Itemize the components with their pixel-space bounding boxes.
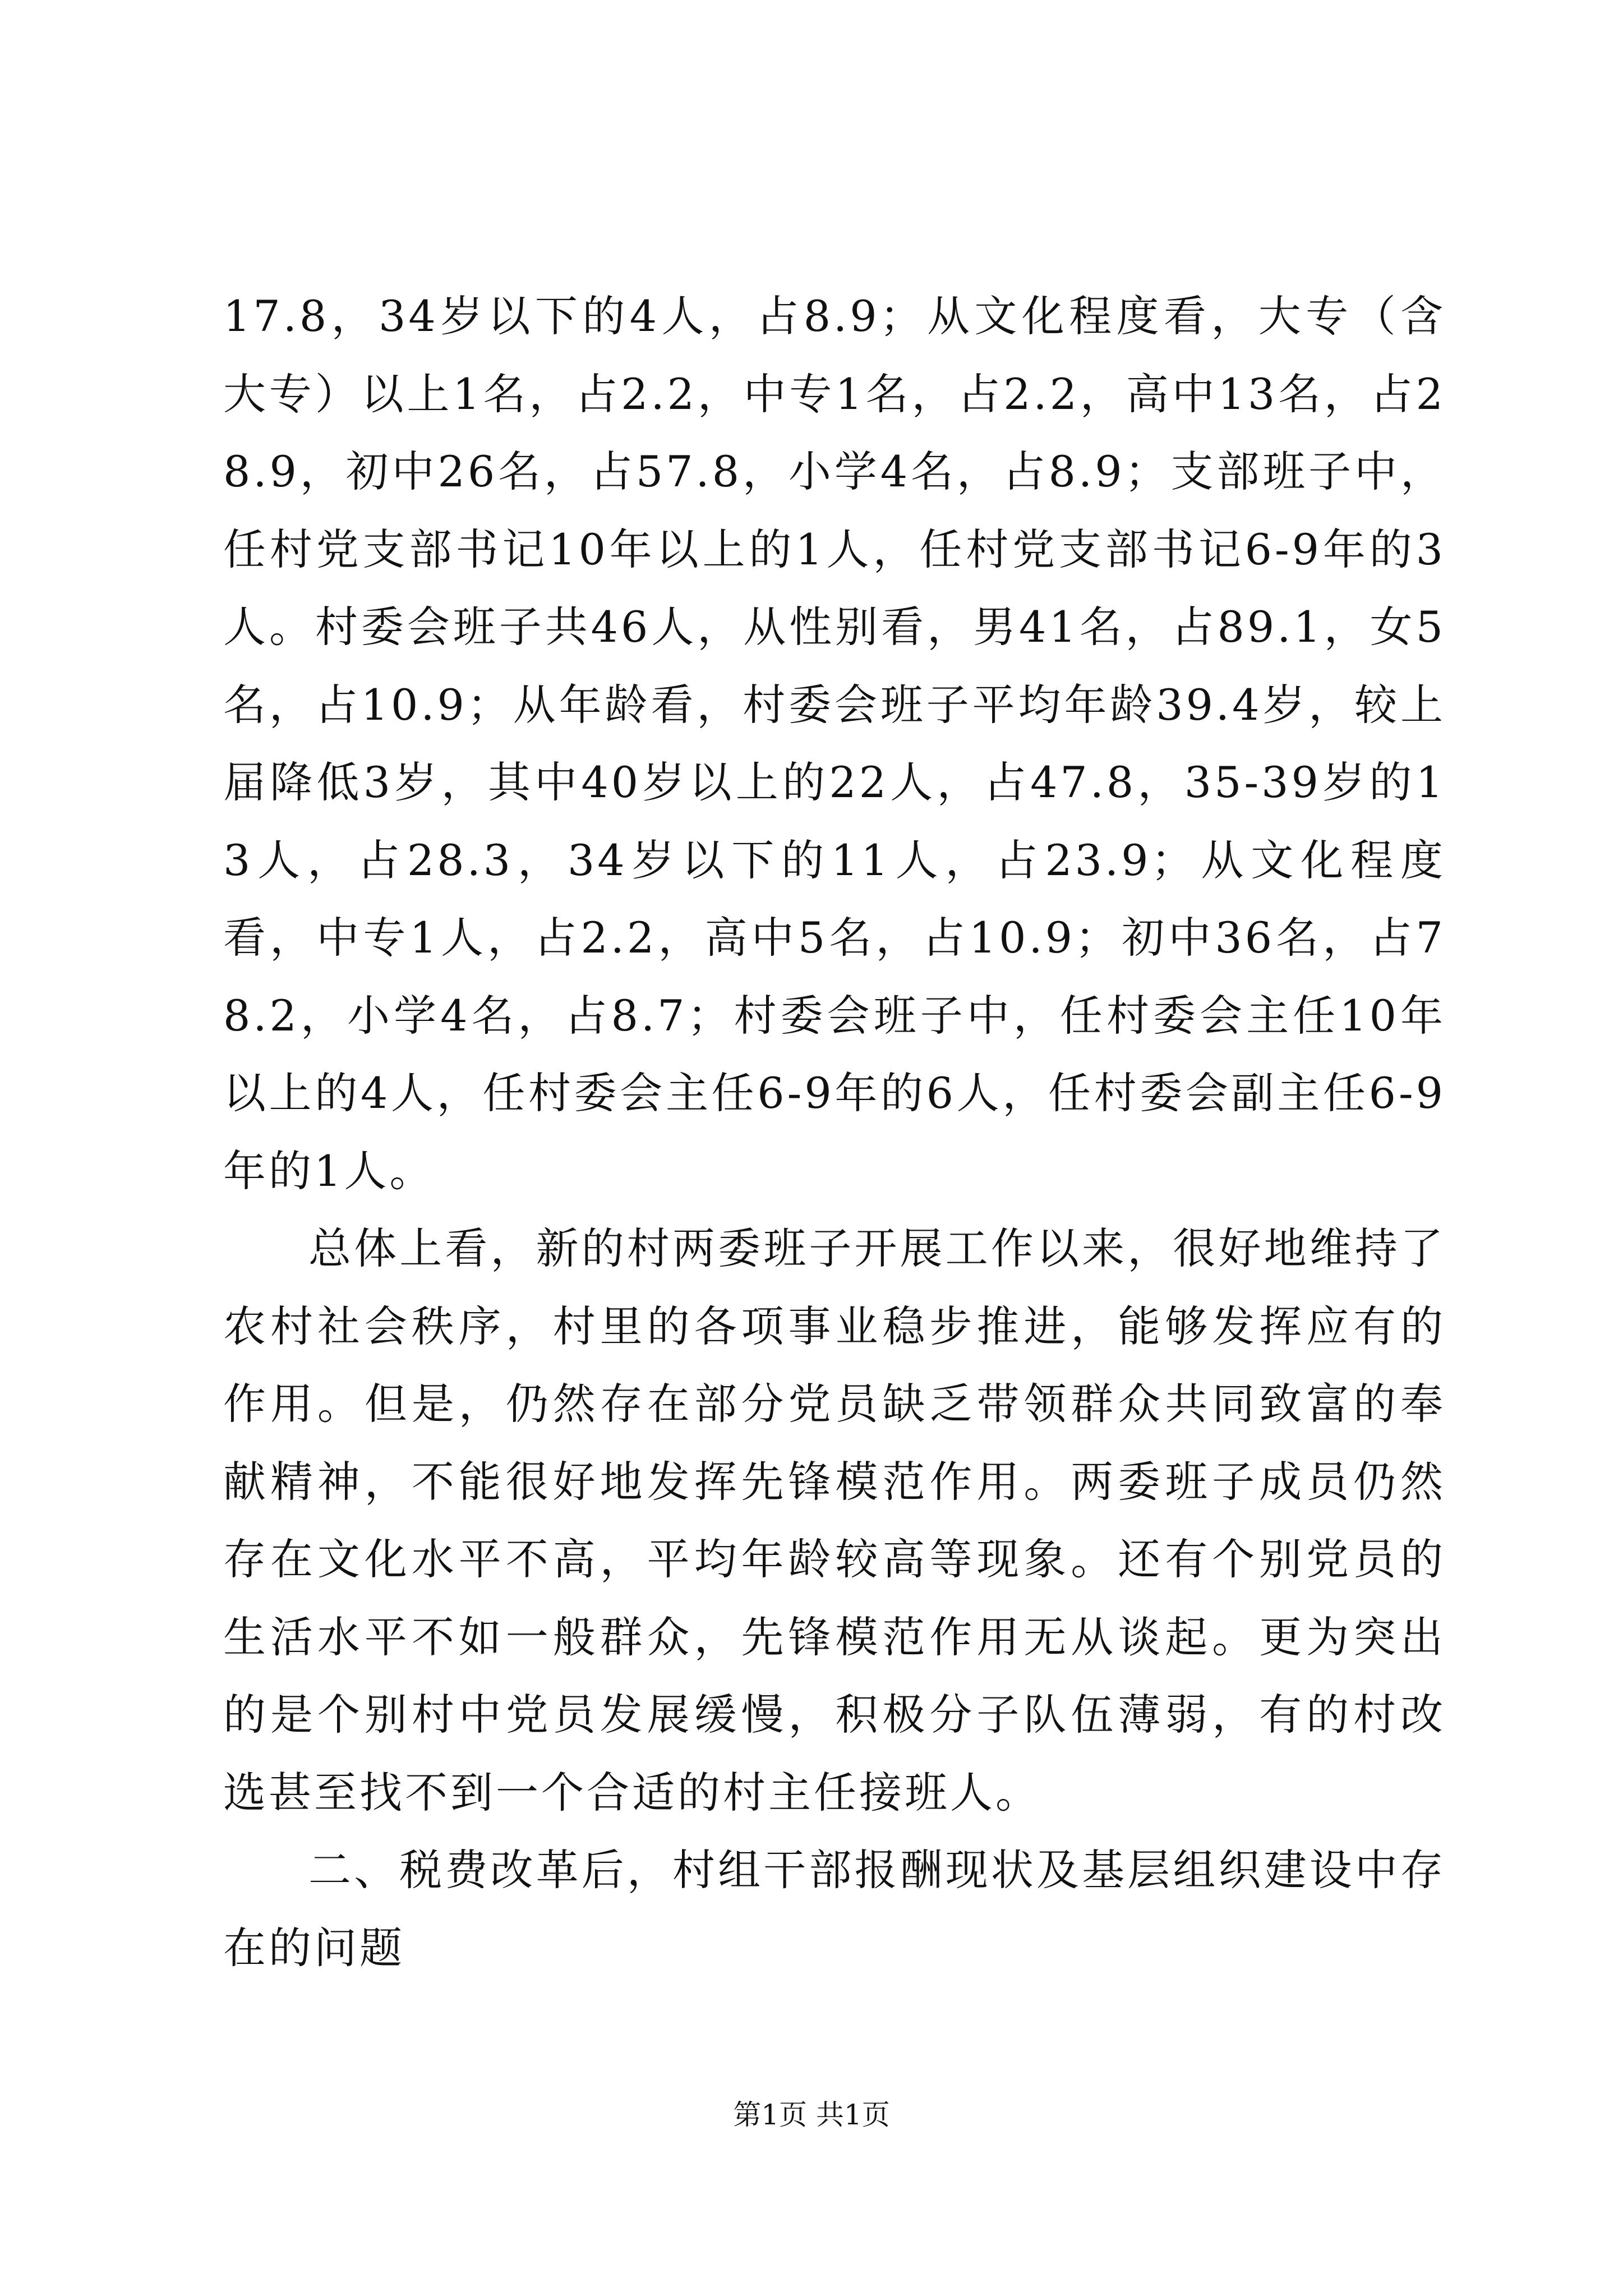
document-body [223,278,1446,1987]
section-heading-two: 二、税费改革后，村组干部报酬现状及基层组织建设中存在的问题 [223,1845,1446,1973]
paragraph-statistics: 17.8，34岁以下的4人，占8.9；从文化程度看，大专（含大专）以上1名，占2.2，中专1名，占2.2，高中13名，占28.9，初中26名，占57.8，小学4名，占8.9；支部班子中，任村党支部书记10年以上的1人，任村党支部书记6-9年的3人。村委会班子共46人，从性别看，男41名，占89.1，女5名，占10.9；从年龄看，村委会班子平均年龄39.4岁，较上届降低3岁，其中40岁以上的22人，占47.8，35-39岁的13人，占28.3，34岁以下的11人，占23.9；从文化程度看，中专1人，占2.2，高中5名，占10.9；初中36名，占78.2，小学4名，占8.7；村委会班子中，任村委会主任10年以上的4人，任村委会主任6-9年的6人，任村委会副主任6-9年的1人。 [223,291,1446,1196]
paragraph-summary: 总体上看，新的村两委班子开展工作以来，很好地维持了农村社会秩序，村里的各项事业稳步推进，能够发挥应有的作用。但是，仍然存在部分党员缺乏带领群众共同致富的奉献精神，不能很好地发挥先锋模范作用。两委班子成员仍然存在文化水平不高，平均年龄较高等现象。还有个别党员的生活水平不如一般群众，先锋模范作用无从谈起。更为突出的是个别村中党员发展缓慢，积极分子队伍薄弱，有的村改选甚至找不到一个合适的村主任接班人。 [223,1223,1446,1818]
page-footer: 第1页 共1页 [733,2099,890,2131]
